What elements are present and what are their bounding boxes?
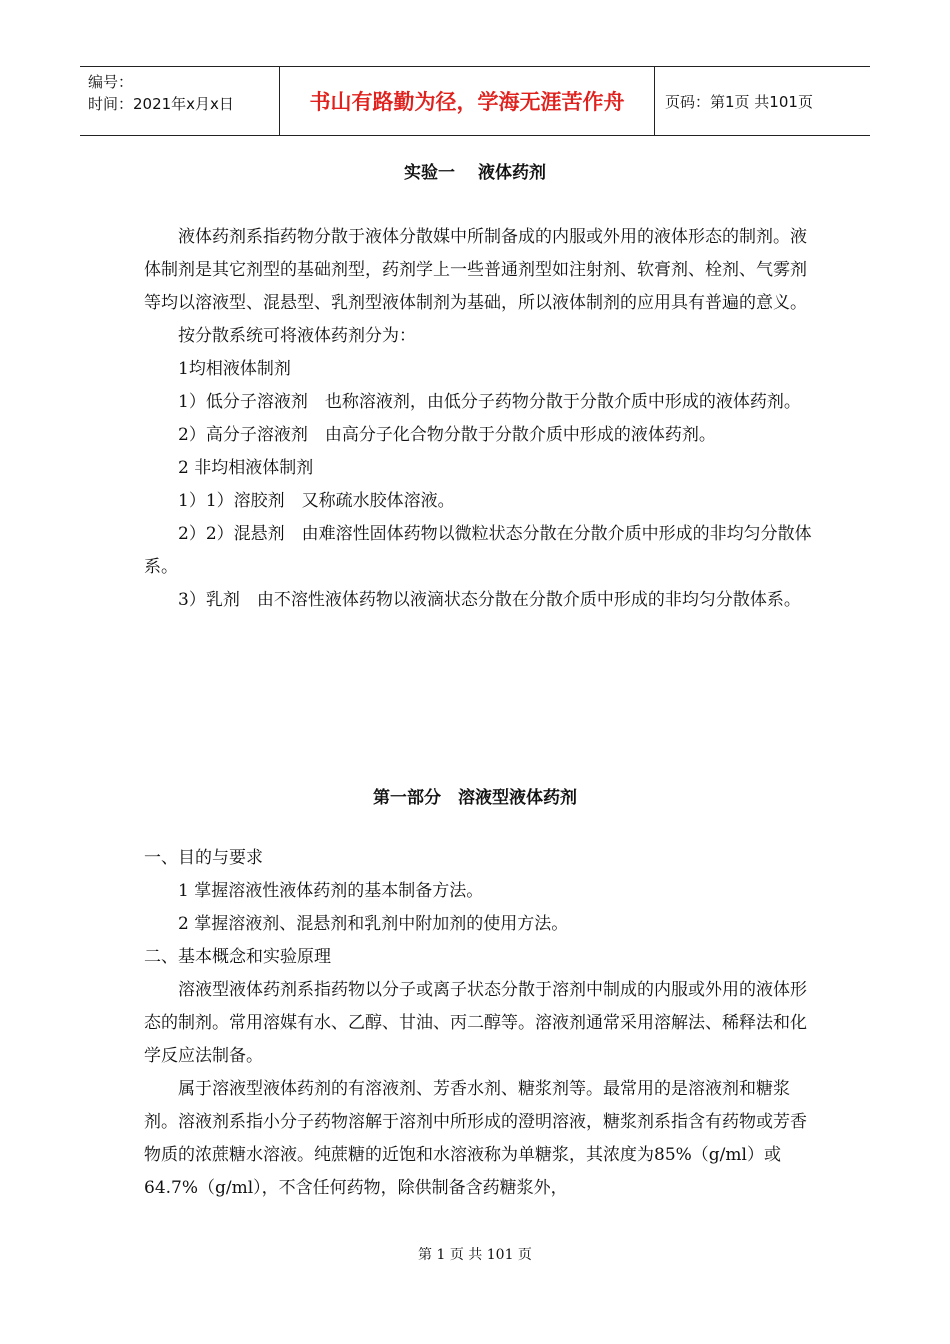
header-page-info: 页码：第1页 共101页 (665, 92, 813, 111)
header-motto: 书山有路勤为径，学海无涯苦作舟 (280, 67, 655, 135)
experiment-title: 实验一 液体药剂 (404, 163, 546, 183)
intro-section (144, 221, 816, 617)
page-header (80, 66, 870, 136)
page-footer: 第 1 页 共 101 页 (418, 1247, 532, 1263)
document-time-label: 时间：2021年x月x日 (88, 95, 234, 113)
header-meta (80, 67, 280, 135)
paragraph: 属于溶液型液体药剂的有溶液剂、芳香水剂、糖浆剂等。最常用的是溶液剂和糖浆剂。溶液剂系指小分子药物溶解于溶剂中所形成的澄明溶液，糖浆剂系指含有药物或芳香物质的浓蔗糖水溶液。纯蔗糖的近饱和水溶液称为单糖浆，其浓度为85%（g/ml）或64.7%（g/ml），不含任何药物，除供制备含药糖浆外， (144, 1079, 807, 1198)
paragraph: 2）高分子溶液剂 由高分子化合物分散于分散介质中形成的液体药剂。 (178, 425, 716, 445)
paragraph: 2）2）混悬剂 由难溶性固体药物以微粒状态分散在分散介质中形成的非均匀分散体系。 (144, 524, 812, 577)
paragraph: 2 非均相液体制剂 (178, 458, 314, 478)
paragraph: 3）乳剂 由不溶性液体药物以液滴状态分散在分散介质中形成的非均匀分散体系。 (178, 590, 801, 610)
paragraph: 溶液型液体药剂系指药物以分子或离子状态分散于溶剂中制成的内服或外用的液体形态的制剂。常用溶媒有水、乙醇、甘油、丙二醇等。溶液剂通常采用溶解法、稀释法和化学反应法制备。 (144, 980, 807, 1066)
paragraph: 液体药剂系指药物分散于液体分散媒中所制备成的内服或外用的液体形态的制剂。液体制剂是其它剂型的基础剂型，药剂学上一些普通剂型如注射剂、软膏剂、栓剂、气雾剂等均以溶液型、混悬型、乳剂型液体制剂为基础，所以液体制剂的应用具有普遍的意义。 (144, 227, 807, 313)
paragraph: 1均相液体制剂 (178, 359, 291, 379)
paragraph: 1）低分子溶液剂 也称溶液剂，由低分子药物分散于分散介质中形成的液体药剂。 (178, 392, 801, 412)
document-number-label: 编号： (88, 73, 134, 91)
section-heading: 二、基本概念和实验原理 (144, 947, 331, 967)
list-item: 1 掌握溶液性液体药剂的基本制备方法。 (178, 881, 484, 901)
part-one-section (144, 842, 816, 1205)
part-title: 第一部分 溶液型液体药剂 (373, 788, 577, 808)
paragraph: 1）1）溶胶剂 又称疏水胶体溶液。 (178, 491, 455, 511)
section-heading: 一、目的与要求 (144, 848, 263, 868)
list-item: 2 掌握溶液剂、混悬剂和乳剂中附加剂的使用方法。 (178, 914, 569, 934)
paragraph: 按分散系统可将液体药剂分为： (178, 326, 416, 346)
